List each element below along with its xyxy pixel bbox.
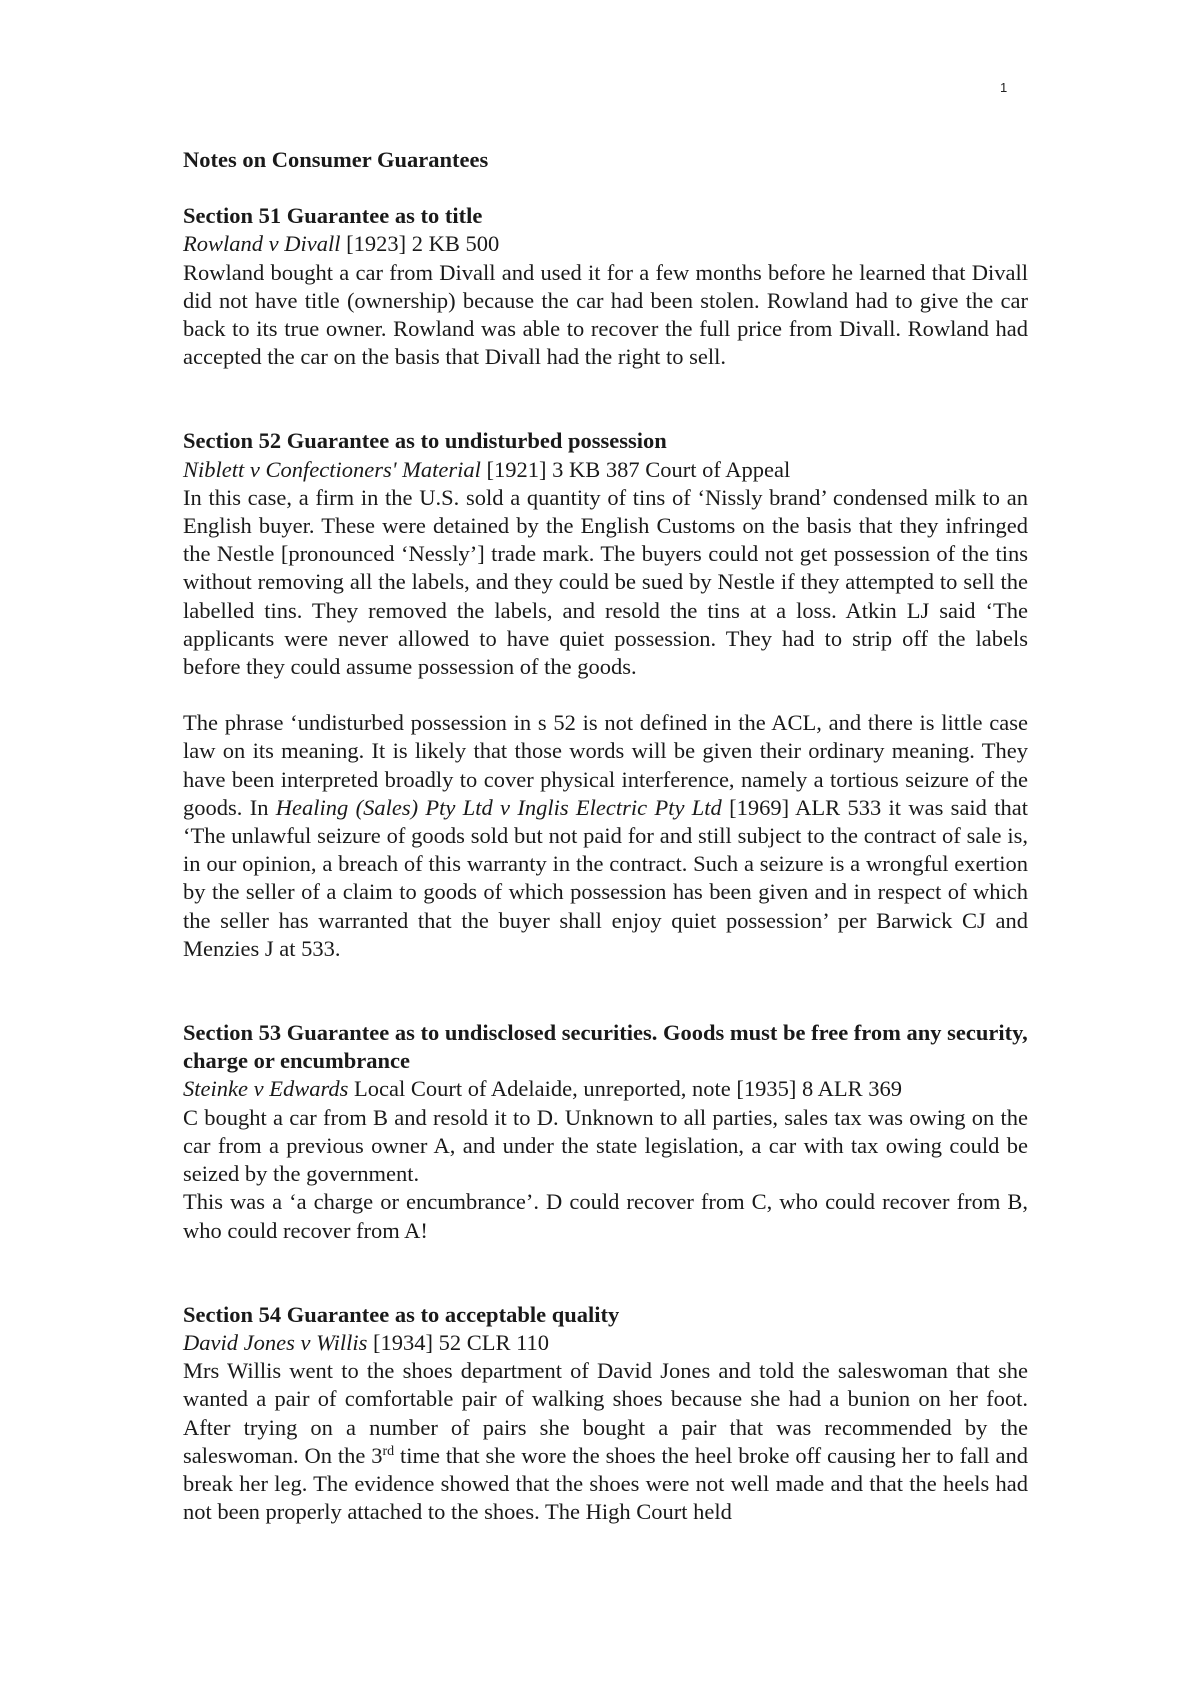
ordinal-suffix: rd — [382, 1443, 395, 1459]
section-54-heading: Section 54 Guarantee as to acceptable quality — [183, 1301, 620, 1327]
case-name: Niblett v Confectioners' Material — [183, 456, 481, 482]
case-name: Steinke v Edwards — [183, 1076, 349, 1102]
section-52-body-1: In this case, a firm in the U.S. sold a quantity of tins of ‘Nissly brand’ condensed milk to an English buyer. These were detained by the English Customs on the basis that they infringed the Nestle [pronounced ‘Nessly’] trade mark. The buyers could not get possession of the tins without removing all the labels, and they could be sued by Nestle if they attempted to sell the labelled tins. They removed the labels, and resold the tins at a loss. Atkin LJ said ‘The applicants were never allowed to have quiet possession. They had to strip off the labels before they could assume possession of the goods. — [183, 484, 1028, 680]
section-52-heading: Section 52 Guarantee as to undisturbed possession — [183, 428, 667, 454]
case-cite: Local Court of Adelaide, unreported, note [1935] 8 ALR 369 — [348, 1076, 903, 1102]
section-53-body-2: This was a ‘a charge or encumbrance’. D could recover from C, who could recover from B, who could recover from A! — [183, 1189, 1028, 1243]
section-53-body-1: C bought a car from B and resold it to D. Unknown to all parties, sales tax was owing on the car from a previous owner A, and under the state legislation, a car with tax owing could be seized by the government. — [183, 1104, 1028, 1187]
section-54-body — [183, 1357, 1028, 1526]
section-51-case-citation — [183, 230, 1028, 258]
section-51-heading: Section 51 Guarantee as to title — [183, 203, 483, 229]
section-51 — [183, 202, 1028, 371]
document-body — [183, 146, 1028, 1526]
case-name: Rowland v Divall — [183, 231, 341, 257]
body-text: [1969] ALR 533 it was said that ‘The unlawful seizure of goods sold but not paid for and still subject to the contract of sale is, in our opinion, a breach of this warranty in the contract. Such a seizure is a wrongful exertion by the seller of a claim to goods of which possession has been given and in respect of which the seller has warranted that the buyer shall enjoy quiet possession’ per Barwick CJ and Menzies J at 533. — [183, 794, 1028, 961]
section-52-body-2 — [183, 709, 1028, 963]
section-52 — [183, 427, 1028, 963]
section-53 — [183, 1019, 1028, 1245]
section-54-case-citation — [183, 1329, 1028, 1357]
page-number: 1 — [1000, 80, 1008, 95]
section-54 — [183, 1301, 1028, 1527]
case-name: Healing (Sales) Pty Ltd v Inglis Electric Pty Ltd — [275, 794, 722, 820]
section-52-case-citation — [183, 456, 1028, 484]
case-cite: [1934] 52 CLR 110 — [367, 1329, 550, 1355]
section-51-body: Rowland bought a car from Divall and used it for a few months before he learned that Divall did not have title (ownership) because the car had been stolen. Rowland had to give the car back to its true owner. Rowland was able to recover the full price from Divall. Rowland had accepted the car on the basis that Divall had the right to sell. — [183, 259, 1028, 370]
case-cite: [1923] 2 KB 500 — [340, 231, 500, 257]
section-53-heading: Section 53 Guarantee as to undisclosed securities. Goods must be free from any security, charge or encumbrance — [183, 1020, 1028, 1074]
body-text: The phrase ‘undisturbed possession in s 52 is not defined in the ACL, and there is little case law on its meaning. It is likely that those words will be given their ordinary meaning. They have been interpreted broadly to cover physical interference, namely a tortious seizure of the goods. In — [183, 710, 1028, 820]
case-name: David Jones v Willis — [183, 1329, 368, 1355]
body-text: Mrs Willis went to the shoes department of David Jones and told the saleswoman that she wanted a pair of comfortable pair of walking shoes because she had a bunion on her foot. After trying on a number of pairs she bought a pair that was recommended by the saleswoman. On the 3 — [183, 1358, 1028, 1468]
case-cite: [1921] 3 KB 387 Court of Appeal — [480, 456, 791, 482]
section-53-case-citation — [183, 1075, 1028, 1103]
body-text: time that she wore the shoes the heel broke off causing her to fall and break her leg. The evidence showed that the shoes were not well made and that the heels had not been properly attached to the shoes. The High Court held — [183, 1442, 1028, 1525]
document-title: Notes on Consumer Guarantees — [183, 147, 489, 172]
